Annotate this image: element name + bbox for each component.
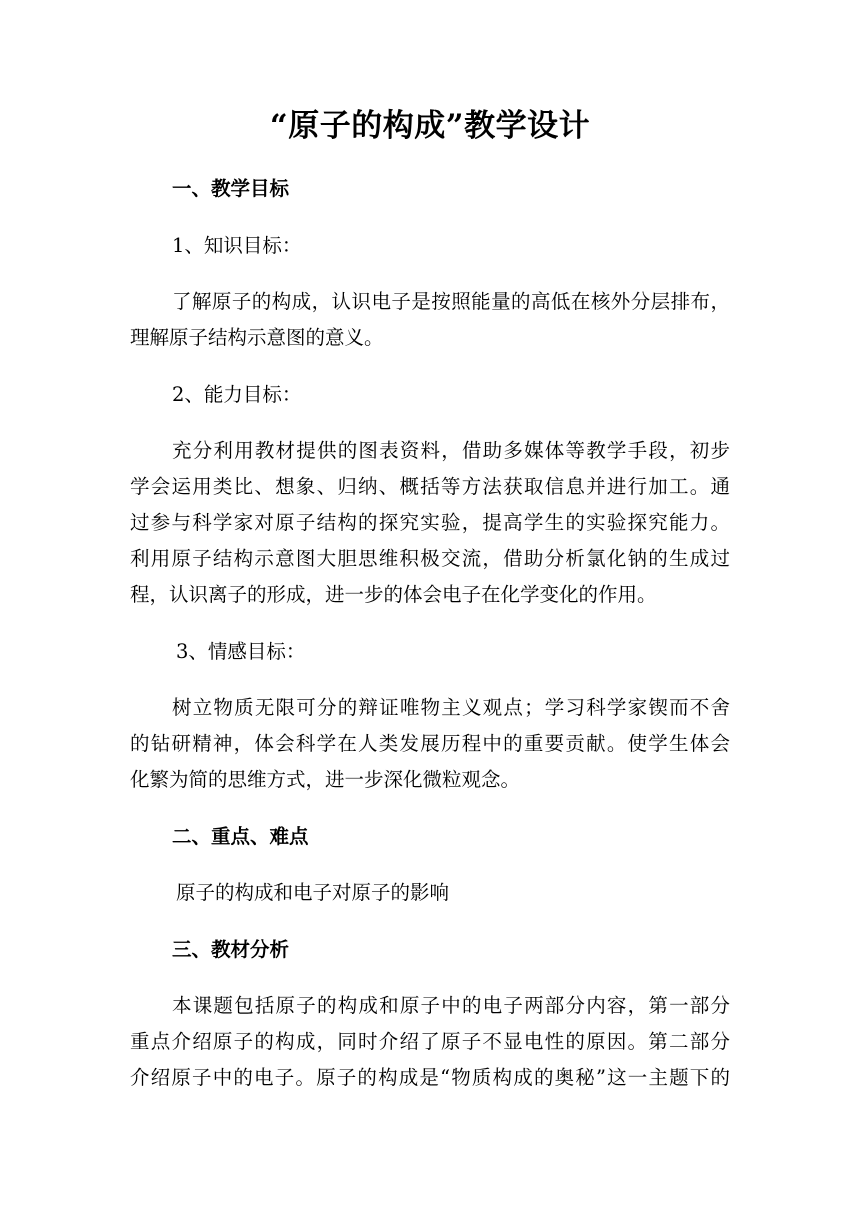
subheading-ability: 2、能力目标： bbox=[172, 383, 302, 406]
paragraph-line: 学会运用类比、想象、归纳、概括等方法获取信息并进行加工。通 bbox=[130, 475, 730, 498]
paragraph-line: 重点介绍原子的构成，同时介绍了原子不显电性的原因。第二部分 bbox=[130, 1030, 730, 1053]
paragraph-line: 树立物质无限可分的辩证唯物主义观点；学习科学家锲而不舍 bbox=[172, 696, 730, 719]
subheading-knowledge: 1、知识目标： bbox=[172, 234, 302, 257]
paragraph-line: 本课题包括原子的构成和原子中的电子两部分内容，第一部分 bbox=[172, 994, 730, 1017]
paragraph-line: 理解原子结构示意图的意义。 bbox=[130, 326, 384, 349]
paragraph-line: 了解原子的构成，认识电子是按照能量的高低在核外分层排布， bbox=[172, 290, 730, 313]
paragraph-line: 利用原子结构示意图大胆思维积极交流，借助分析氯化钠的生成过 bbox=[130, 547, 730, 570]
paragraph-line: 的钻研精神，体会科学在人类发展历程中的重要贡献。使学生体会 bbox=[130, 732, 730, 755]
key-points-text: 原子的构成和电子对原子的影响 bbox=[176, 881, 450, 904]
paragraph-line: 过参与科学家对原子结构的探究实验，提高学生的实验探究能力。 bbox=[130, 511, 730, 534]
paragraph-line: 介绍原子中的电子。原子的构成是“物质构成的奥秘”这一主题下的 bbox=[130, 1066, 730, 1089]
subheading-emotion: 3、情感目标： bbox=[176, 640, 306, 663]
section-heading-key-points: 二、重点、难点 bbox=[172, 825, 309, 848]
section-heading-textbook-analysis: 三、教材分析 bbox=[172, 938, 290, 961]
paragraph-line: 化繁为简的思维方式，进一步深化微粒观念。 bbox=[130, 768, 521, 791]
section-heading-objectives: 一、教学目标 bbox=[172, 177, 290, 200]
paragraph-line: 程，认识离子的形成，进一步的体会电子在化学变化的作用。 bbox=[130, 583, 657, 606]
paragraph-line: 充分利用教材提供的图表资料，借助多媒体等教学手段，初步 bbox=[172, 439, 730, 462]
document-title: “原子的构成”教学设计 bbox=[269, 108, 591, 144]
